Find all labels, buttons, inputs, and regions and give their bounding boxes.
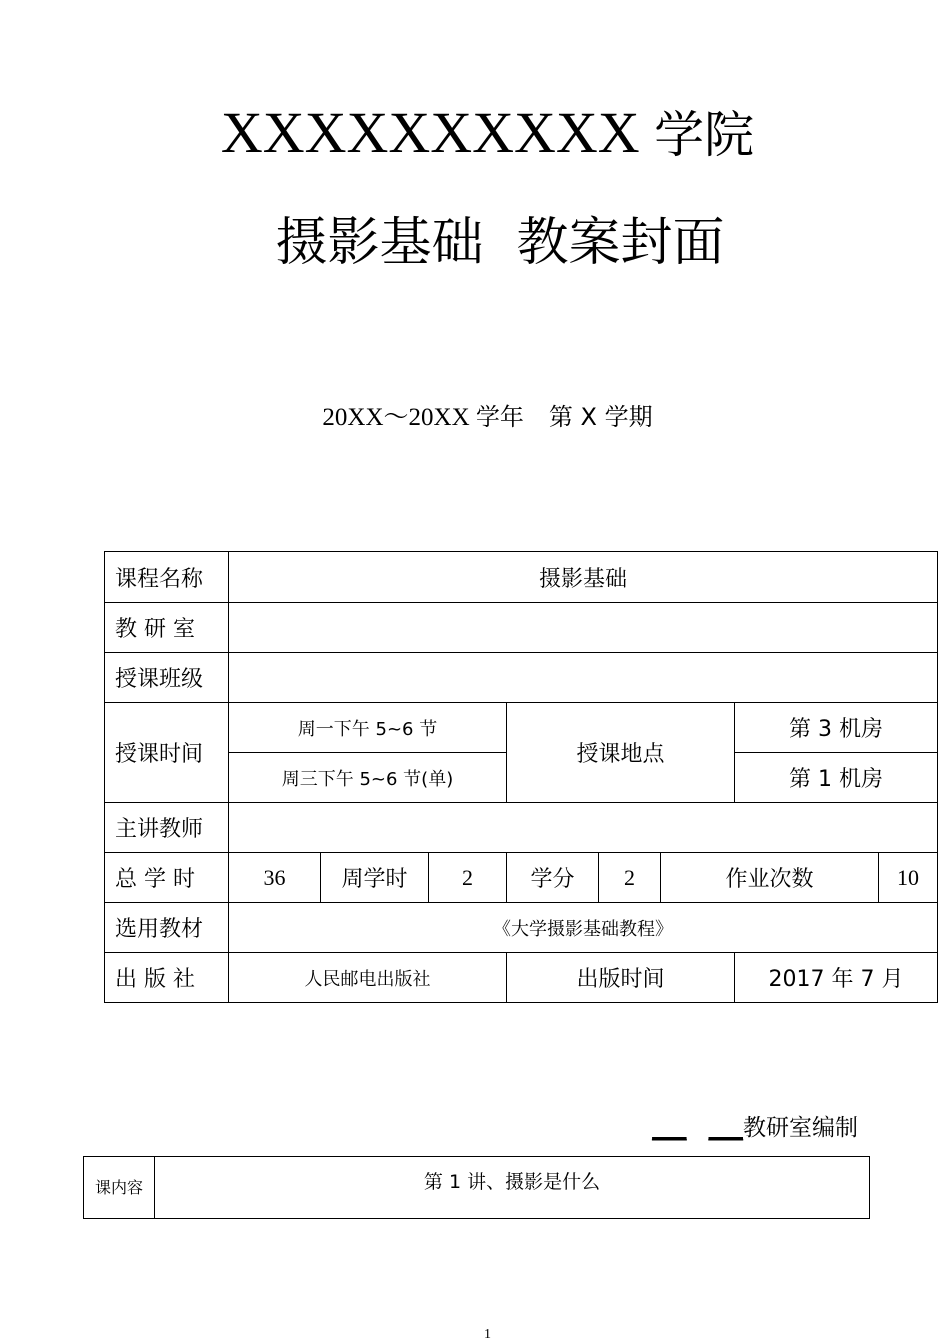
course-name-value: 摄影基础 (229, 552, 938, 603)
location-label: 授课地点 (507, 703, 735, 803)
page-number: 1 (484, 1327, 491, 1342)
textbook-value: 《大学摄影基础教程》 (229, 903, 938, 953)
course-name-label: 课程名称 (105, 552, 229, 603)
time-label: 授课时间 (105, 703, 229, 803)
college-suffix: 学院 (654, 106, 755, 164)
pub-date-label: 出版时间 (507, 953, 735, 1003)
weekly-hours-value: 2 (429, 853, 507, 903)
credits-label: 学分 (507, 853, 599, 903)
term-years: 20XX～20XX (322, 404, 470, 431)
department-label: 教 研 室 (105, 603, 229, 653)
table-row (84, 1157, 870, 1219)
compiled-by-line (652, 1112, 858, 1144)
publisher-label: 出 版 社 (105, 953, 229, 1003)
homework-value: 10 (879, 853, 938, 903)
table-row (105, 903, 938, 953)
document-title: 摄影基础 教案封面 (275, 213, 725, 273)
term-year-label: 学年 (475, 403, 524, 431)
table-row (105, 853, 938, 903)
location-value-2: 第 1 机房 (735, 753, 938, 803)
location-value-1: 第 3 机房 (735, 703, 938, 753)
table-row (105, 552, 938, 603)
college-name-placeholder: XXXXXXXXXX (220, 100, 640, 165)
table-row (105, 703, 938, 753)
lesson-content-value: 第 1 讲、摄影是什么 (155, 1157, 870, 1219)
homework-label: 作业次数 (661, 853, 879, 903)
credits-value: 2 (599, 853, 661, 903)
college-title (0, 100, 950, 168)
compiled-by-label: 教研室编制 (743, 1115, 858, 1141)
time-value-1: 周一下午 5~6 节 (229, 703, 507, 753)
total-hours-value: 36 (229, 853, 321, 903)
department-value (229, 603, 938, 653)
weekly-hours-label: 周学时 (321, 853, 429, 903)
total-hours-label: 总 学 时 (105, 853, 229, 903)
class-label: 授课班级 (105, 653, 229, 703)
table-row (105, 603, 938, 653)
academic-term (0, 400, 950, 435)
table-row (105, 953, 938, 1003)
course-info-table (104, 551, 938, 1003)
blank-field-2: ___ (708, 1115, 743, 1141)
lesson-content-label: 课内容 (84, 1157, 155, 1219)
blank-field-1: ___ (652, 1115, 687, 1141)
publisher-value: 人民邮电出版社 (229, 953, 507, 1003)
pub-date-value: 2017 年 7 月 (735, 953, 938, 1003)
table-row (105, 653, 938, 703)
table-row (105, 803, 938, 853)
term-semester: 第 X 学期 (548, 403, 653, 431)
teacher-value (229, 803, 938, 853)
class-value (229, 653, 938, 703)
textbook-label: 选用教材 (105, 903, 229, 953)
lesson-content-table (83, 1156, 870, 1219)
teacher-label: 主讲教师 (105, 803, 229, 853)
time-value-2: 周三下午 5~6 节(单) (229, 753, 507, 803)
